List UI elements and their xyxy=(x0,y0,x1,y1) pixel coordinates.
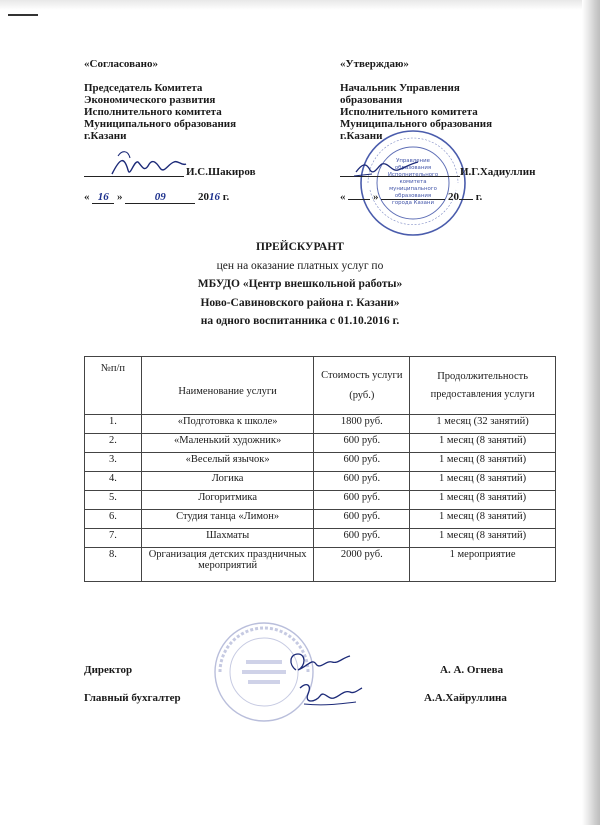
cell-duration: 1 месяц (8 занятий) xyxy=(410,491,556,510)
approval-right-line: г.Казани xyxy=(340,130,383,142)
cell-name: «Подготовка к школе» xyxy=(141,415,314,434)
cell-name: Шахматы xyxy=(141,529,314,548)
approval-right-line: Исполнительного комитета xyxy=(340,106,478,118)
table-row xyxy=(85,472,556,491)
approval-left-line: Исполнительного комитета xyxy=(84,106,222,118)
date-year-prefix: 20 xyxy=(198,191,209,203)
cell-num: 6. xyxy=(85,510,142,529)
title-line-1: цен на оказание платных услуг по xyxy=(216,259,384,272)
table-header-row xyxy=(85,357,556,415)
approval-left-line: Председатель Комитета xyxy=(84,82,203,94)
cell-name: «Веселый язычок» xyxy=(141,453,314,472)
page-top-shadow xyxy=(0,0,600,10)
cell-duration: 1 месяц (8 занятий) xyxy=(410,510,556,529)
approval-left-line: г.Казани xyxy=(84,130,127,142)
signature-accountant xyxy=(294,678,364,710)
table-row xyxy=(85,453,556,472)
stamp-right-text-7: города Казани xyxy=(392,200,434,206)
stamp-right-text-6: образования xyxy=(394,193,432,199)
approval-left-date xyxy=(84,191,229,204)
stamp-right-text-1: Управление xyxy=(396,158,430,164)
cell-cost: 600 руб. xyxy=(314,453,410,472)
header-num: №п/п xyxy=(85,357,142,415)
footer-accountant-label: Главный бухгалтер xyxy=(84,692,181,704)
table-row xyxy=(85,548,556,582)
document-title xyxy=(0,238,600,331)
cell-num: 2. xyxy=(85,434,142,453)
stamp-right-text-4: комитета xyxy=(399,179,427,185)
date-open-quote: « xyxy=(340,191,346,203)
cell-cost: 600 руб. xyxy=(314,510,410,529)
signer-khadiullin: И.Г.Хадиуллин xyxy=(460,166,536,178)
cell-num: 1. xyxy=(85,415,142,434)
cell-name: Логика xyxy=(141,472,314,491)
cell-cost: 600 руб. xyxy=(314,472,410,491)
title-line-3: Ново-Савиновского района г. Казани» xyxy=(200,296,400,309)
date-open-quote: « xyxy=(84,191,90,203)
date-year-prefix: 20 xyxy=(448,191,459,203)
cell-name: Организация детских праздничных мероприятий xyxy=(141,548,314,582)
cell-name: «Маленький художник» xyxy=(141,434,314,453)
approval-right-header: «Утверждаю» xyxy=(340,58,409,70)
table-row xyxy=(85,510,556,529)
corner-mark xyxy=(8,14,38,16)
date-day-blank xyxy=(348,199,370,200)
date-year-suffix: 16 xyxy=(209,191,220,203)
footer-accountant-name: А.А.Хайруллина xyxy=(424,692,507,704)
title-line-4: на одного воспитанника с 01.10.2016 г. xyxy=(200,315,400,327)
date-month: 09 xyxy=(125,191,195,204)
header-duration: Продолжительность предоставления услуги xyxy=(410,357,556,415)
cell-duration: 1 месяц (8 занятий) xyxy=(410,434,556,453)
page-right-edge xyxy=(582,0,600,825)
table-row xyxy=(85,491,556,510)
approval-right-line: Начальник Управления xyxy=(340,82,460,94)
approval-right-line: образования xyxy=(340,94,403,106)
cell-num: 8. xyxy=(85,548,142,582)
date-year-end: г. xyxy=(222,191,230,203)
cell-cost: 600 руб. xyxy=(314,434,410,453)
approval-left-line: Экономического развития xyxy=(84,94,216,106)
stamp-right-text-3: Исполнительного xyxy=(387,172,439,178)
signature-khadiullin xyxy=(352,152,422,182)
cell-num: 7. xyxy=(85,529,142,548)
approval-right-date xyxy=(340,191,482,203)
cell-cost: 600 руб. xyxy=(314,529,410,548)
cell-cost: 2000 руб. xyxy=(314,548,410,582)
cell-cost: 1800 руб. xyxy=(314,415,410,434)
approval-right xyxy=(340,58,570,142)
approval-left xyxy=(84,58,314,142)
header-name: Наименование услуги xyxy=(141,357,314,415)
approval-left-line: Муниципального образования xyxy=(84,118,237,130)
cell-name: Логоритмика xyxy=(141,491,314,510)
table-row xyxy=(85,415,556,434)
approval-left-header: «Согласовано» xyxy=(84,58,158,70)
date-year-end: г. xyxy=(475,191,483,203)
price-table xyxy=(84,356,556,582)
date-month-blank xyxy=(381,199,445,200)
signer-shakirov: И.С.Шакиров xyxy=(186,166,256,178)
title-line-2: МБУДО «Центр внешкольной работы» xyxy=(197,278,403,290)
title-heading: ПРЕЙСКУРАНТ xyxy=(256,241,344,253)
date-close-quote: » xyxy=(117,191,123,203)
table-row xyxy=(85,434,556,453)
table-row xyxy=(85,529,556,548)
date-day: 16 xyxy=(92,191,114,204)
cell-duration: 1 месяц (8 занятий) xyxy=(410,472,556,491)
cell-cost: 600 руб. xyxy=(314,491,410,510)
approval-right-line: Муниципального образования xyxy=(340,118,493,130)
header-cost: Стоимость услуги (руб.) xyxy=(314,357,410,415)
signature-shakirov xyxy=(108,148,188,182)
date-close-quote: » xyxy=(373,191,379,203)
stamp-right-text-5: муниципального xyxy=(389,186,437,192)
signature-director xyxy=(282,648,354,680)
cell-duration: 1 месяц (8 занятий) xyxy=(410,453,556,472)
cell-duration: 1 мероприятие xyxy=(410,548,556,582)
cell-name: Студия танца «Лимон» xyxy=(141,510,314,529)
footer-director-name: А. А. Огнева xyxy=(440,664,504,676)
stamp-right-text-2: образования xyxy=(394,165,432,171)
cell-duration: 1 месяц (8 занятий) xyxy=(410,529,556,548)
stamp-right xyxy=(358,128,468,238)
date-year-blank xyxy=(459,199,473,200)
cell-duration: 1 месяц (32 занятий) xyxy=(410,415,556,434)
cell-num: 4. xyxy=(85,472,142,491)
footer-director-label: Директор xyxy=(84,664,133,676)
cell-num: 5. xyxy=(85,491,142,510)
cell-num: 3. xyxy=(85,453,142,472)
